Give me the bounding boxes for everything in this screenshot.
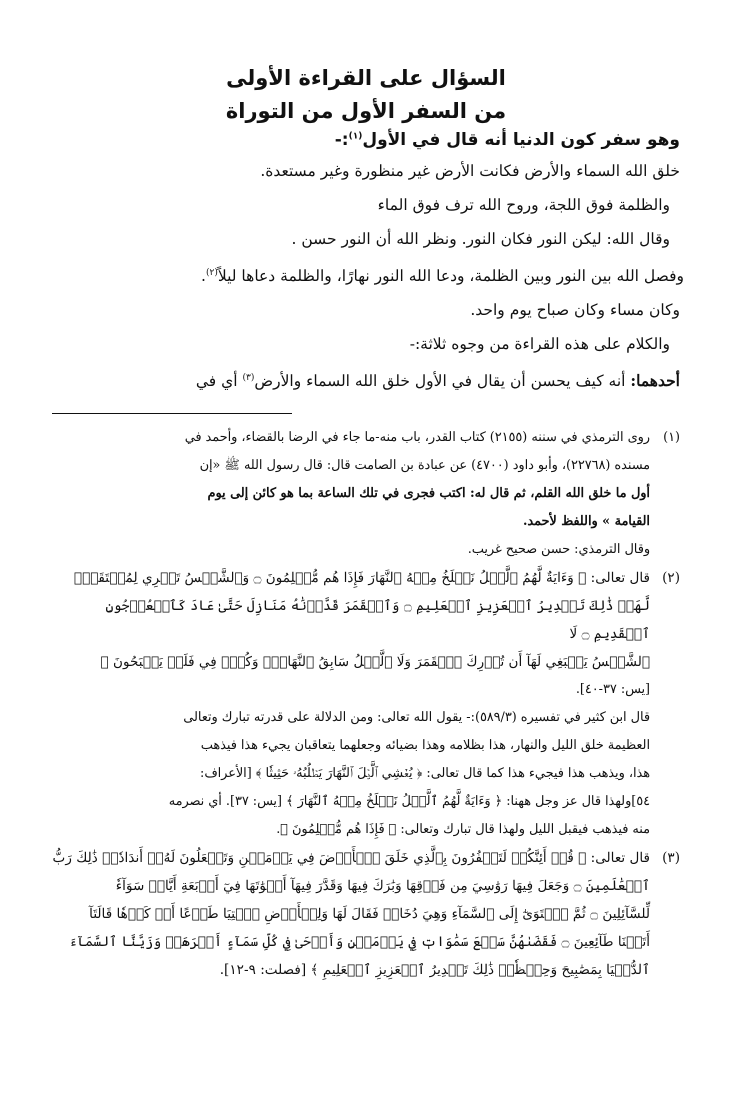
footnote-line <box>52 564 680 592</box>
intro-text: وهو سفر كون الدنيا أنه قال في الأول <box>362 130 680 150</box>
tafsir-line: هذا، ويذهب هذا فيجيء هذا كما قال تعالى: ﴿ يُغۡشِي ٱلَّيۡلَ ٱلنَّهَارَ يَطۡلُبُهُۥ حَثِيثٗا ﴾ [الأعراف: <box>200 766 650 782</box>
quran-verse: ٱلشَّمۡسُ يَنۢبَغِي لَهَآ أَن تُدۡرِكَ ٱلۡقَمَرَ وَلَا ٱلَّيۡلُ سَابِقُ ٱلنَّهَارِۚ وَكُلّٞ فِي فَلَكٖ يَسۡبَحُونَ ﴾ <box>100 654 650 671</box>
page-title: السؤال على القراءة الأولى <box>226 66 506 90</box>
hadith-text-end: القيامة » واللفظ لأحمد. <box>522 514 650 530</box>
footnote-line <box>52 844 680 872</box>
quran-verse: ٱلدُّنۡيَا بِمَصَٰبِيحَ وَحِفۡظٗاۚ ذَٰلِكَ تَقۡدِيرُ ٱلۡعَزِيزِ ٱلۡعَلِيمِ ﴾ [فصلت: ٩-١٢]. <box>219 962 650 979</box>
footnote-line: مسنده (٢٢٧٦٨)، وأبو داود (٤٧٠٠) عن عبادة بن الصامت قال: قال رسول الله ﷺ «إن <box>199 458 650 474</box>
quran-verse: قال تعالى: ﴿ وَءَايَةٌ لَّهُمُ ٱلَّيۡلُ نَسۡلَخُ مِنۡهُ ٱلنَّهَارَ فَإِذَا هُم مُّظۡلِمُونَ ۝ وَٱلشَّمۡسُ تَجۡرِي لِمُسۡتَقَرّٖ <box>73 570 650 587</box>
footnote-line: وقال الترمذي: حسن صحيح غريب. <box>467 542 650 558</box>
footnote-ref-1: (١) <box>348 131 363 142</box>
footnote-ref-2: (٢) <box>205 268 218 278</box>
body-line-6: والكلام على هذه القراءة من وجوه ثلاثة:- <box>409 335 670 354</box>
quran-verse: لَّهَاۚ ذَٰلِكَ تَقۡدِيرُ ٱلۡعَزِيزِ ٱلۡعَلِيمِ ۝ وَٱلۡقَمَرَ قَدَّرۡنَٰهُ مَنَازِلَ حَتَّىٰ عَادَ كَٱلۡعُرۡجُونِ ٱلۡقَدِيمِ ۝ لَا <box>105 598 650 643</box>
footnote-number: (٣) <box>662 850 680 867</box>
page <box>52 62 684 984</box>
footnote-2 <box>52 564 680 844</box>
first-point-label: أحدهما: <box>630 371 680 391</box>
tafsir-line: ٥٤]ولهذا قال عز وجل ههنا: ﴿ وَءَايَةٌ لَّهُمُ ٱلَّيۡلُ نَسۡلَخُ مِنۡهُ ٱلنَّهَارَ ﴾ [يس: ٣٧]. أي نصرمه <box>168 794 650 810</box>
body-line-7-text: أنه كيف يحسن أن يقال في الأول خلق الله السماء والأرض <box>254 372 631 391</box>
page-subtitle: من السفر الأول من التوراة <box>225 99 507 123</box>
body-line-5: وكان مساء وكان صباح يوم واحد. <box>470 301 680 320</box>
verse-reference: [يس: ٣٧-٤٠]. <box>575 682 650 698</box>
body-line-4-tail: . <box>201 267 206 286</box>
tafsir-line: منه فيذهب فيقبل الليل ولهذا قال تبارك وتعالى: ﴿ فَإِذَا هُم مُّظۡلِمُونَ ﴾. <box>276 822 650 838</box>
quran-verse: لِّلسَّآئِلِينَ ۝ ثُمَّ ٱسۡتَوَىٰٓ إِلَى ٱلسَّمَآءِ وَهِيَ دُخَانٞ فَقَالَ لَهَا وَلِلۡأَرۡضِ ٱئۡتِيَا طَوۡعًا أَوۡ كَرۡهٗا قَالَتَآ <box>89 906 650 923</box>
intro-tail: :- <box>334 130 349 150</box>
body-line-3: وقال الله: ليكن النور فكان النور. ونظر الله أن النور حسن . <box>291 230 670 248</box>
quran-verse: ٱلۡعَٰلَمِينَ ۝ وَجَعَلَ فِيهَا رَوَٰسِيَ مِن فَوۡقِهَا وَبَٰرَكَ فِيهَا وَقَدَّرَ فِيهَآ أَقۡوَٰتَهَا فِيٓ أَرۡبَعَةِ أَيَّامٖ سَوَآءٗ <box>115 878 650 895</box>
body-line-4-text: وفصل الله بين النور وبين الظلمة، ودعا الله النور نهارًا، والظلمة دعاها ليلاً <box>217 267 684 286</box>
tafsir-line: العظيمة خلق الليل والنهار، هذا بظلامه وهذا بضيائه وجعلهما يتعاقبان يجيء هذا فيذهب <box>200 738 650 754</box>
body-line-7 <box>52 361 680 398</box>
quran-verse: قال تعالى: ﴿ قُلۡ أَئِنَّكُمۡ لَتَكۡفُرُونَ بِٱلَّذِي خَلَقَ ٱلۡأَرۡضَ فِي يَوۡمَيۡنِ وَتَجۡعَلُونَ لَهُۥٓ أَندَادٗاۚ ذَٰلِكَ رَبُّ <box>52 850 650 867</box>
quran-verse: أَتَيۡنَا طَآئِعِينَ ۝ فَقَضَىٰهُنَّ سَبۡعَ سَمَٰوَاتٖ فِي يَوۡمَيۡنِ وَأَوۡحَىٰ فِي كُلِّ سَمَآءٍ أَمۡرَهَاۚ وَزَيَّنَّا ٱلسَّمَآءَ <box>69 934 650 951</box>
body-line-1: خلق الله السماء والأرض فكانت الأرض غير منظورة وغير مستعدة. <box>260 162 680 180</box>
body-line-2: والظلمة فوق اللجة، وروح الله ترف فوق الماء <box>377 196 670 214</box>
footnote-text: روى الترمذي في سننه (٢١٥٥) كتاب القدر، باب منه-ما جاء في الرضا بالقضاء، وأحمد في <box>184 430 650 446</box>
footnote-number: (١) <box>663 430 680 446</box>
footnote-ref-3: (٣) <box>242 373 255 384</box>
footnote-line <box>52 424 680 452</box>
intro-line <box>52 130 680 150</box>
hadith-text: أول ما خلق الله القلم، ثم قال له: اكتب فجرى في تلك الساعة بما هو كائن إلى يوم <box>207 486 650 502</box>
footnote-3 <box>52 844 680 984</box>
footnote-number: (٢) <box>662 570 680 587</box>
tafsir-line: قال ابن كثير في تفسيره (٥٨٩/٣):- يقول الله تعالى: ومن الدلالة على قدرته تبارك وتعالى <box>183 710 650 726</box>
body-line-7-tail: أي في <box>195 372 243 391</box>
body-line-4 <box>52 256 684 293</box>
footnote-1 <box>52 424 680 564</box>
footnote-divider <box>52 413 292 414</box>
